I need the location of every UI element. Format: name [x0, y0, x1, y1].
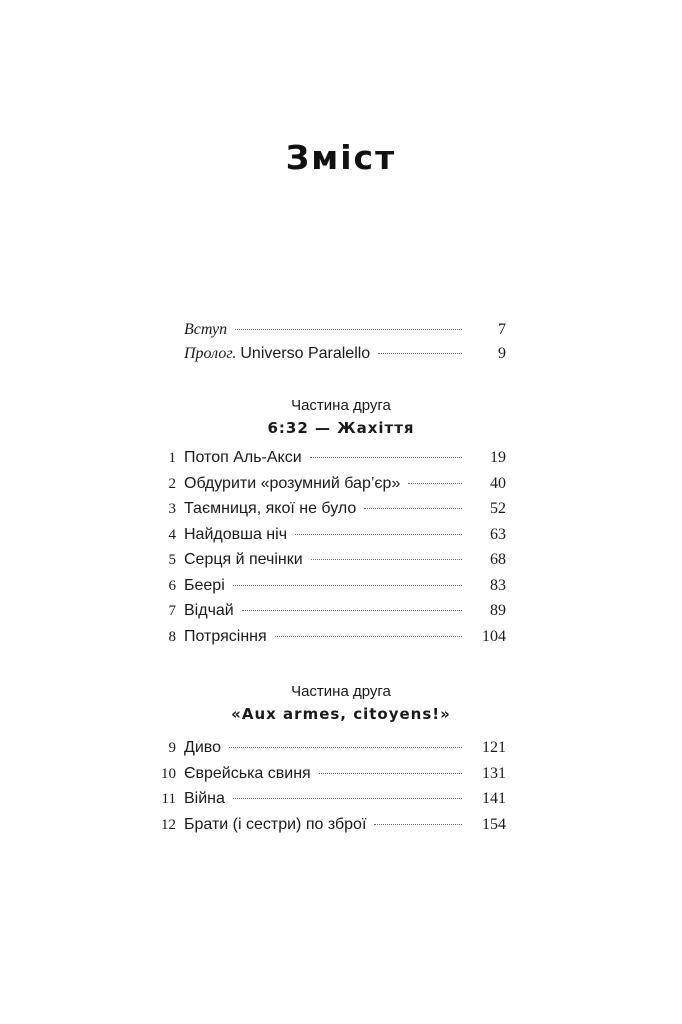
- entry-title: Єврейська свиня: [184, 764, 311, 782]
- entry-title: Потрясіння: [184, 627, 267, 645]
- page-number: 141: [482, 790, 506, 807]
- dot-leader: [275, 635, 462, 637]
- toc-part-2: [150, 735, 506, 837]
- page-number: 121: [482, 739, 506, 756]
- page-number: 63: [490, 525, 506, 543]
- part-label: Частина друга: [291, 683, 391, 700]
- dot-leader: [378, 352, 462, 354]
- page-number: 89: [490, 602, 506, 619]
- entry-title: Потоп Аль-Акси: [184, 449, 302, 466]
- entry-title: Серця й печінки: [184, 551, 303, 568]
- page-number: 52: [490, 500, 506, 517]
- toc-entry[interactable]: [150, 573, 506, 599]
- toc-intro: [150, 318, 506, 366]
- toc-entry[interactable]: [150, 547, 506, 573]
- page-number: 83: [490, 576, 506, 594]
- toc-entry[interactable]: [150, 471, 506, 497]
- entry-title: Брати (і сестри) по зброї: [184, 815, 367, 833]
- page-number: 154: [482, 815, 506, 833]
- dot-leader: [408, 482, 462, 484]
- chapter-number: 3: [168, 501, 176, 517]
- page-number: 68: [490, 551, 506, 568]
- dot-leader: [242, 609, 462, 611]
- toc-entry-intro[interactable]: [150, 318, 506, 342]
- toc-part-1: [150, 445, 506, 649]
- entry-title: Вступ: [184, 321, 228, 338]
- part-header-2: [0, 681, 682, 725]
- entry-title: [184, 342, 370, 366]
- chapter-number: 7: [168, 603, 176, 619]
- part-label: Частина друга: [291, 397, 391, 414]
- part-header-1: [0, 395, 682, 439]
- entry-title: Найдовша ніч: [184, 525, 288, 543]
- entry-title-label: Пролог.: [184, 345, 237, 362]
- chapter-number: 9: [168, 740, 176, 756]
- toc-entry[interactable]: [150, 445, 506, 471]
- dot-leader: [364, 507, 462, 509]
- page-number: 131: [482, 764, 506, 782]
- chapter-number: 1: [168, 450, 176, 466]
- toc-entry[interactable]: [150, 812, 506, 838]
- entry-title: Війна: [184, 790, 225, 807]
- entry-title: Відчай: [184, 602, 234, 619]
- chapter-number: 4: [168, 526, 176, 543]
- dot-leader: [311, 558, 462, 560]
- part-title: «Aux armes, citoyens!»: [231, 705, 451, 723]
- entry-title: Диво: [184, 739, 221, 756]
- toc-entry[interactable]: [150, 522, 506, 548]
- chapter-number: 12: [161, 816, 176, 833]
- dot-leader: [310, 456, 462, 458]
- dot-leader: [229, 746, 462, 748]
- page-number: 9: [498, 345, 506, 362]
- dot-leader: [235, 328, 462, 330]
- dot-leader: [295, 533, 462, 535]
- page-number: 40: [490, 474, 506, 492]
- dot-leader: [319, 772, 462, 774]
- page-number: 104: [482, 627, 506, 645]
- chapter-number: 11: [161, 791, 176, 807]
- entry-title: Обдурити «розумний бар’єр»: [184, 474, 401, 492]
- dot-leader: [233, 584, 462, 586]
- dot-leader: [233, 797, 462, 799]
- toc-entry[interactable]: [150, 761, 506, 787]
- toc-entry[interactable]: [150, 496, 506, 522]
- chapter-number: 2: [168, 475, 176, 492]
- entry-title: Таємниця, якої не було: [184, 500, 357, 517]
- toc-entry[interactable]: [150, 598, 506, 624]
- chapter-number: 6: [168, 577, 176, 594]
- page-title: Зміст: [285, 138, 397, 177]
- chapter-number: 5: [168, 552, 176, 568]
- part-title: 6:32 — Жахіття: [267, 419, 415, 437]
- toc-entry[interactable]: [150, 624, 506, 650]
- chapter-number: 8: [168, 628, 176, 645]
- page-number: 19: [490, 449, 506, 466]
- entry-subtitle: Universo Paralello: [240, 345, 371, 362]
- dot-leader: [374, 823, 462, 825]
- toc-entry-prologue[interactable]: [150, 342, 506, 366]
- page-number: 7: [498, 321, 506, 338]
- toc-entry[interactable]: [150, 735, 506, 761]
- entry-title: Беері: [184, 576, 225, 594]
- toc-entry[interactable]: [150, 786, 506, 812]
- chapter-number: 10: [161, 765, 176, 782]
